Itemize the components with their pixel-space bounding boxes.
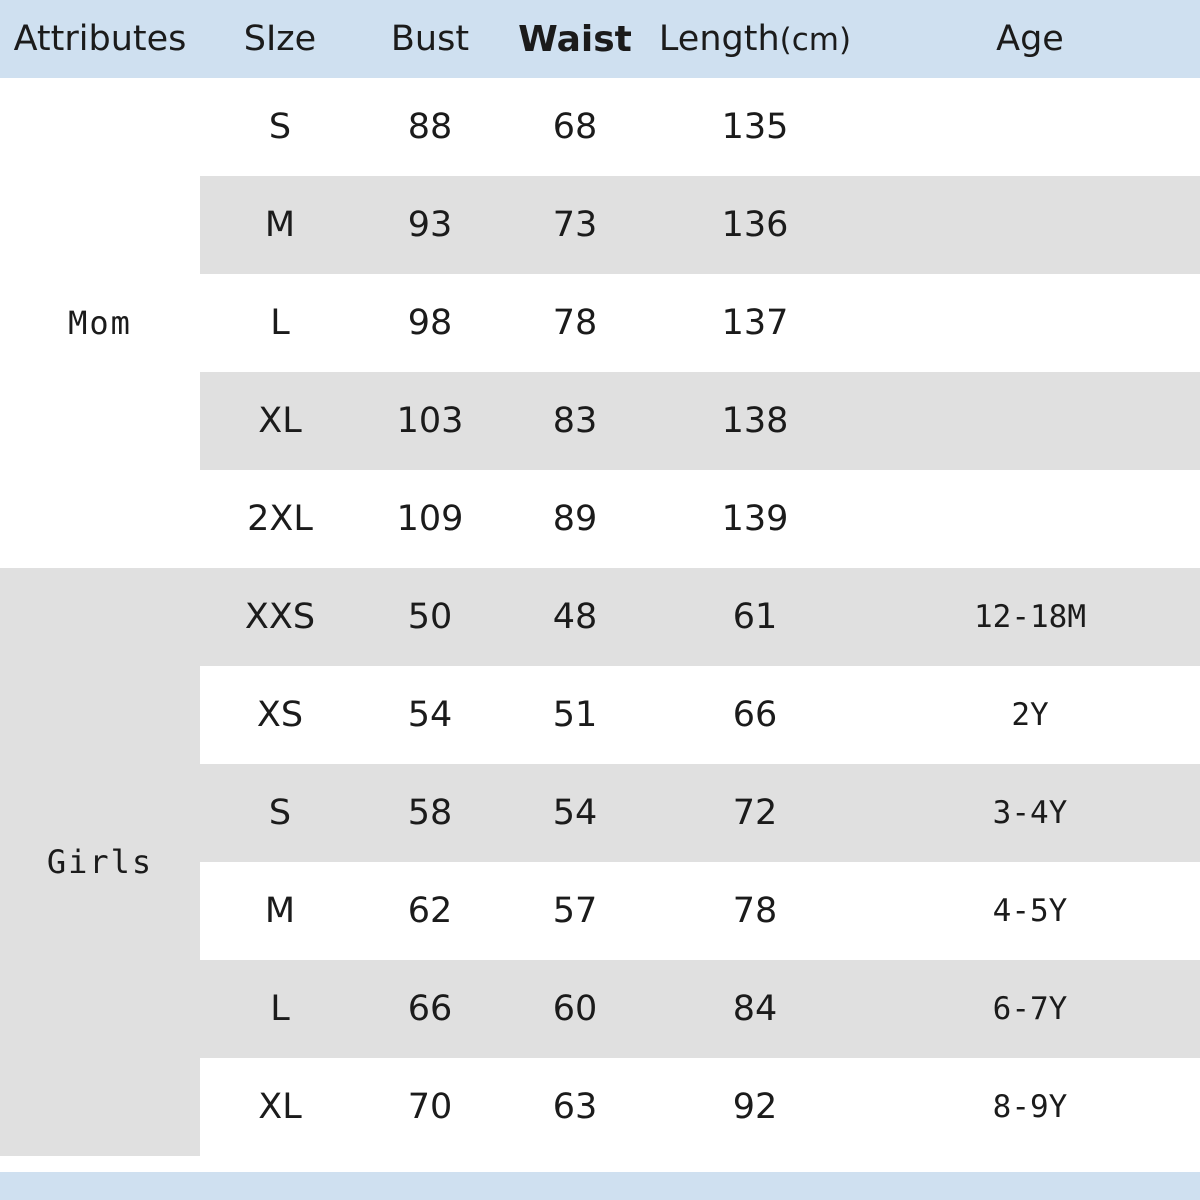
cell-waist: 60	[500, 960, 650, 1058]
cell-bust: 109	[360, 470, 500, 568]
header-waist: Waist	[518, 18, 632, 60]
table-row	[0, 78, 1200, 176]
header-length-unit: (cm)	[779, 22, 852, 58]
cell-age: 8-9Y	[860, 1058, 1200, 1156]
cell-size: XL	[200, 1058, 360, 1156]
cell-bust: 66	[360, 960, 500, 1058]
table-row	[0, 568, 1200, 666]
table-body	[0, 78, 1200, 1156]
cell-age	[860, 372, 1200, 470]
cell-length: 78	[650, 862, 860, 960]
cell-age	[860, 274, 1200, 372]
header-attributes: Attributes	[13, 19, 187, 59]
cell-waist: 78	[500, 274, 650, 372]
cell-waist: 51	[500, 666, 650, 764]
cell-size: XL	[200, 372, 360, 470]
cell-size: M	[200, 862, 360, 960]
cell-age	[860, 470, 1200, 568]
cell-length: 72	[650, 764, 860, 862]
header-length	[650, 0, 860, 78]
cell-waist: 68	[500, 78, 650, 176]
group-label-mom: Mom	[0, 78, 200, 568]
cell-waist: 54	[500, 764, 650, 862]
header-age: Age	[996, 19, 1064, 59]
cell-length: 139	[650, 470, 860, 568]
cell-size: S	[200, 78, 360, 176]
cell-bust: 54	[360, 666, 500, 764]
table-header	[0, 0, 1200, 78]
header-size: SIze	[243, 19, 317, 59]
cell-size: XS	[200, 666, 360, 764]
cell-size: L	[200, 960, 360, 1058]
cell-length: 84	[650, 960, 860, 1058]
cell-size: M	[200, 176, 360, 274]
cell-age: 12-18M	[860, 568, 1200, 666]
cell-length: 92	[650, 1058, 860, 1156]
cell-age	[860, 176, 1200, 274]
cell-age: 2Y	[860, 666, 1200, 764]
cell-age: 4-5Y	[860, 862, 1200, 960]
cell-age	[860, 78, 1200, 176]
cell-bust: 98	[360, 274, 500, 372]
cell-waist: 48	[500, 568, 650, 666]
cell-bust: 62	[360, 862, 500, 960]
cell-bust: 93	[360, 176, 500, 274]
header-row	[0, 0, 1200, 78]
cell-size: S	[200, 764, 360, 862]
footer-strip	[0, 1172, 1200, 1200]
cell-age: 6-7Y	[860, 960, 1200, 1058]
cell-length: 138	[650, 372, 860, 470]
cell-size: 2XL	[200, 470, 360, 568]
cell-waist: 73	[500, 176, 650, 274]
header-bust: Bust	[390, 19, 470, 59]
cell-bust: 58	[360, 764, 500, 862]
cell-length: 66	[650, 666, 860, 764]
cell-waist: 83	[500, 372, 650, 470]
cell-waist: 63	[500, 1058, 650, 1156]
cell-length: 135	[650, 78, 860, 176]
cell-waist: 89	[500, 470, 650, 568]
cell-length: 61	[650, 568, 860, 666]
cell-length: 137	[650, 274, 860, 372]
cell-bust: 50	[360, 568, 500, 666]
header-length-label: Length	[658, 19, 780, 59]
cell-size: L	[200, 274, 360, 372]
cell-bust: 103	[360, 372, 500, 470]
cell-bust: 70	[360, 1058, 500, 1156]
cell-age: 3-4Y	[860, 764, 1200, 862]
group-label-girls: Girls	[0, 568, 200, 1156]
cell-length: 136	[650, 176, 860, 274]
cell-bust: 88	[360, 78, 500, 176]
cell-waist: 57	[500, 862, 650, 960]
cell-size: XXS	[200, 568, 360, 666]
